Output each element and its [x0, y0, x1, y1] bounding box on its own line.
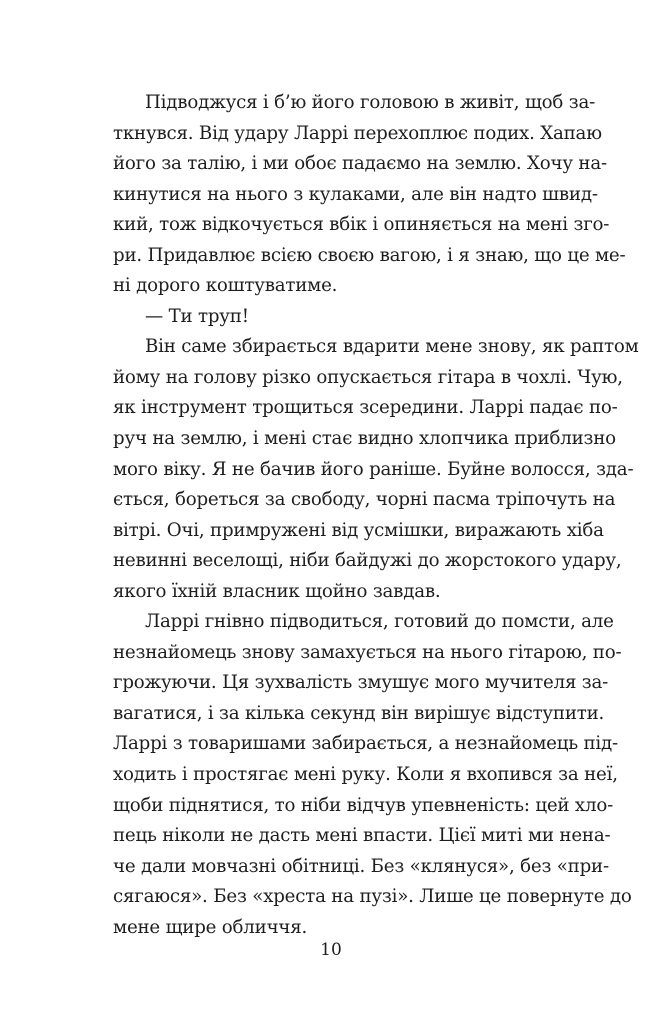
text-line: Підводжуся і б’ю його головою в живіт, щоб за-: [145, 92, 596, 113]
text-line: ється, бореться за свободу, чорні пасма тріпочуть на: [113, 489, 616, 511]
text-line: грожуючи. Ця зухвалість змушує мого мучителя за-: [113, 672, 609, 694]
text-line: — Ти труп!: [145, 305, 249, 327]
text-line: щоби піднятися, то ніби відчув упевненість: цей хло-: [113, 794, 614, 816]
text-line: Ларрі з товаришами забирається, а незнайомець під-: [113, 733, 618, 755]
text-line: мого віку. Я не бачив його раніше. Буйне волосся, зда-: [113, 458, 634, 480]
text-line: йому на голову різко опускається гітара в чохлі. Чую,: [113, 366, 623, 388]
text-line: ні дорого коштуватиме.: [113, 275, 338, 297]
text-line: сягаюся». Без «хреста на пузі». Лише це повернуте до: [113, 886, 632, 908]
text-line: незнайомець знову замахується на нього гітарою, по-: [113, 641, 622, 663]
text-line: мене щире обличчя.: [113, 916, 308, 938]
text-line: вагатися, і за кілька секунд він вирішує відступити.: [113, 702, 605, 724]
text-line: ткнувся. Від удару Ларрі перехоплює подих. Хапаю: [113, 122, 602, 144]
paragraph-4: [113, 607, 632, 943]
text-line: ходить і простягає мені руку. Коли я вхопився за неї,: [113, 764, 618, 786]
text-line: якого їхній власник щойно завдав.: [113, 580, 441, 602]
text-line: ри. Придавлює всією своєю вагою, і я знаю, що це ме-: [113, 244, 626, 266]
text-line: невинні веселощі, ніби байдужі до жорстокого удару,: [113, 550, 622, 572]
text-line: Ларрі гнівно підводиться, готовий до помсти, але: [145, 611, 614, 633]
text-line: як інструмент трощиться зсередини. Ларрі падає по-: [113, 397, 618, 419]
page-number: 10: [320, 940, 342, 960]
text-line: вітрі. Очі, примружені від усмішки, виражають хіба: [113, 519, 604, 541]
paragraph-3: [113, 332, 639, 607]
text-line: кий, тож відкочується вбік і опиняється на мені зго-: [113, 214, 610, 236]
paragraph-1: [113, 88, 626, 302]
paragraph-2-dialogue: [113, 302, 572, 333]
text-line: кинутися на нього з кулаками, але він надто швид-: [113, 183, 598, 205]
text-line: його за талію, і ми обоє падаємо на землю. Хочу на-: [113, 153, 607, 175]
text-line: руч на землю, і мені стає видно хлопчика приблизно: [113, 428, 616, 450]
page-body: [113, 88, 639, 943]
text-line: че дали мовчазні обітниці. Без «клянуся», без «при-: [113, 855, 609, 877]
text-line: Він саме збирається вдарити мене знову, як раптом: [145, 336, 639, 358]
text-line: пець ніколи не дасть мені впасти. Цієї миті ми нена-: [113, 825, 611, 847]
